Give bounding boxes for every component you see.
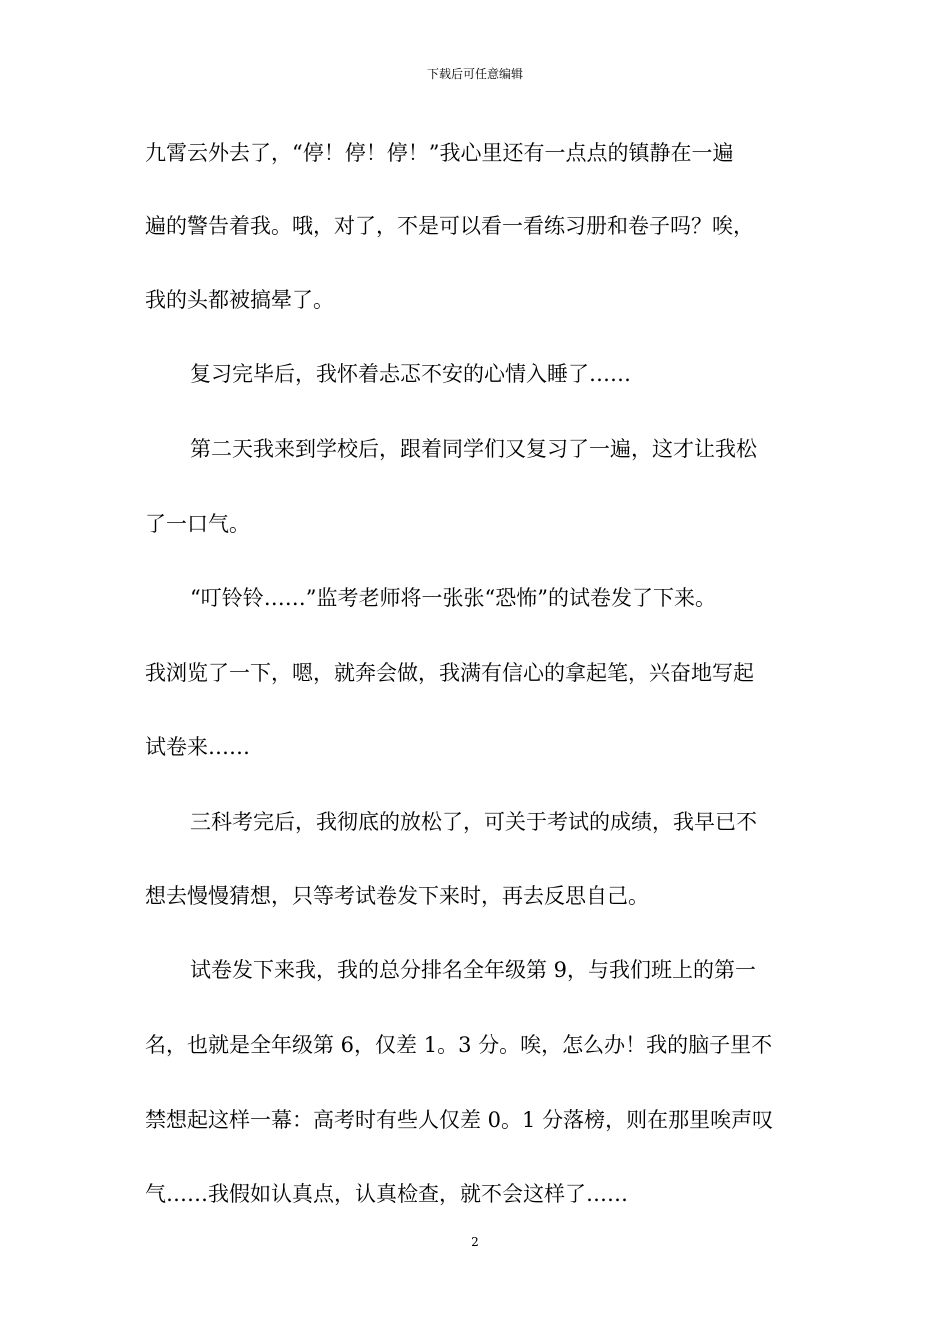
page-header-note: 下载后可任意编辑 bbox=[426, 67, 523, 81]
text-line: 试卷发下来我，我的总分排名全年级第 9，与我们班上的第一 bbox=[190, 958, 757, 982]
text-line: 九霄云外去了，“停！停！停！”我心里还有一点点的镇静在一遍 bbox=[145, 141, 734, 165]
text-line: 试卷来…… bbox=[145, 735, 250, 759]
text-line: 禁想起这样一幕：高考时有些人仅差 0。1 分落榜，则在那里唉声叹 bbox=[145, 1108, 774, 1132]
text-line: 第二天我来到学校后，跟着同学们又复习了一遍，这才让我松 bbox=[190, 437, 757, 461]
text-line: 三科考完后，我彻底的放松了，可关于考试的成绩，我早已不 bbox=[190, 810, 757, 834]
text-line: 了一口气。 bbox=[145, 512, 250, 536]
text-line: 复习完毕后，我怀着忐忑不安的心情入睡了…… bbox=[190, 362, 631, 386]
text-line: 想去慢慢猜想，只等考试卷发下来时，再去反思自己。 bbox=[145, 884, 649, 908]
text-line: 气……我假如认真点，认真检查，就不会这样了…… bbox=[145, 1182, 628, 1206]
page-number: 2 bbox=[471, 1235, 479, 1249]
text-line: 遍的警告着我。哦，对了，不是可以看一看练习册和卷子吗？唉， bbox=[145, 214, 754, 238]
text-line: 我的头都被搞晕了。 bbox=[145, 288, 334, 312]
text-line: 名，也就是全年级第 6，仅差 1。3 分。唉，怎么办！我的脑子里不 bbox=[145, 1033, 773, 1057]
text-line: “叮铃铃……”监考老师将一张张“恐怖”的试卷发了下来。 bbox=[190, 586, 716, 610]
text-line: 我浏览了一下，嗯，就奔会做，我满有信心的拿起笔，兴奋地写起 bbox=[145, 661, 754, 685]
